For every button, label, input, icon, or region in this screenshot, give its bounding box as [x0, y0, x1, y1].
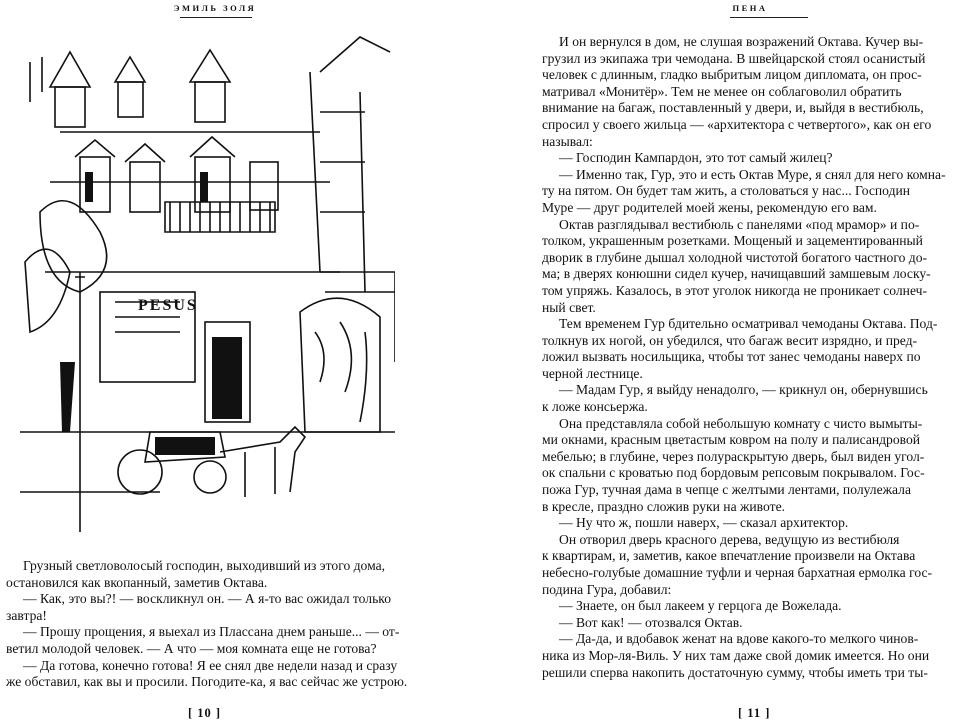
text-line: остановился как вкопанный, заметив Октава.: [6, 574, 268, 590]
text-line: Он отворил дверь красного дерева, ведущую из вестибюля: [559, 531, 900, 547]
text-line: называл:: [542, 133, 593, 149]
street-scene-illustration: [20, 32, 395, 537]
text-line: Октав разглядывал вестибюль с панелями «под мрамор» и по-: [559, 216, 920, 232]
text-line: — Да-да, и вдобавок женат на вдове какого-то мелкого чинов-: [559, 631, 919, 647]
left-running-header: ЭМИЛЬ ЗОЛЯ: [173, 3, 257, 13]
text-line: спросил у своего жильца — «архитектора с четвертого», как он его: [542, 116, 932, 132]
text-line: небесно-голубые домашние туфли и черная бархатная ермолка гос-: [542, 565, 933, 580]
left-page-text: [6, 558, 414, 691]
text-line: внимание на багаж, поставленный у двери, и, выйдя в вестибюль,: [542, 100, 924, 116]
left-header-rule: [180, 17, 252, 18]
text-line: ный свет.: [542, 299, 596, 315]
text-line: матривал «Монитёр». Тем не менее он соблаговолил обратить: [542, 83, 902, 99]
text-line: Она представляла собой небольшую комнату с чисто вымыты-: [559, 415, 923, 431]
text-line: дворик в глубине дышал холодной чистотой богатого частного до-: [542, 249, 928, 265]
text-line: ника из Мор-ля-Виль. У них там даже свой домик имеется. Но они: [542, 647, 930, 663]
text-line: ложил вызвать носильщика, чтобы тот занес чемоданы наверх по: [542, 349, 921, 365]
left-page-number: [ 10 ]: [188, 706, 222, 720]
text-line: толкнув их ногой, он убедился, что багаж весит изрядно, и пред-: [542, 332, 918, 348]
text-line: грузил из экипажа три чемодана. В швейцарской стоял осанистый: [542, 50, 926, 66]
text-line: — Да готова, конечно готова! Я ее снял две недели назад и сразу: [23, 657, 398, 673]
text-line: ок спальни с кроватью под бордовым репсовым покрывалом. Гос-: [542, 465, 925, 481]
text-line: черной лестнице.: [542, 365, 643, 381]
text-line: ту на пятом. Он будет там жить, а столоваться у нас... Господин: [542, 183, 911, 199]
text-line: — Господин Кампардон, это тот самый жилец?: [559, 150, 833, 166]
text-line: к ложе консьержа.: [542, 399, 648, 415]
text-line: мебелью; в глубине, через полураскрытую дверь, был виден угол-: [542, 448, 925, 464]
text-line: ма; в дверях конюшни сидел кучер, начищавший замшевым лоску-: [542, 266, 931, 282]
right-page-text: [542, 34, 956, 681]
text-line: — Именно так, Гур, это и есть Октав Муре, я снял для него комна-: [559, 166, 946, 182]
text-line: Муре — друг родителей моей жены, рекомендую его вам.: [542, 199, 877, 215]
text-line: И он вернулся в дом, не слушая возражений Октава. Кучер вы-: [559, 34, 924, 49]
text-line: Тем временем Гур бдительно осматривал чемоданы Октава. Под-: [559, 316, 938, 332]
text-line: ми окнами, красным цветастым ковром на полу и палисандровой: [542, 432, 921, 448]
text-line: в кресле, праздно сложив руки на животе.: [542, 498, 785, 514]
text-line: же обставил, как вы и просили. Погодите-ка, я вас сейчас же устрою.: [6, 674, 408, 690]
right-header-rule: [730, 17, 808, 18]
text-line: — Прошу прощения, я выехал из Плассана днем раньше... — от-: [23, 624, 400, 640]
shop-sign-text: PESUS: [138, 297, 198, 314]
text-line: — Вот как! — отозвался Октав.: [559, 614, 743, 630]
text-line: — Ну что ж, пошли наверх, — сказал архитектор.: [559, 515, 849, 531]
right-running-header: ПЕНА: [732, 3, 768, 13]
text-line: толком, украшенным розетками. Мощеный и зацементированный: [542, 233, 923, 249]
text-line: — Знаете, он был лакеем у герцога де Вожелада.: [559, 598, 842, 614]
text-line: — Как, это вы?! — воскликнул он. — А я-то вас ожидал только: [23, 591, 391, 607]
text-line: подина Гура, добавил:: [542, 581, 672, 597]
text-line: Грузный светловолосый господин, выходивший из этого дома,: [23, 558, 386, 573]
text-line: ветил молодой человек. — А что — моя комната еще не готова?: [6, 640, 377, 656]
text-line: завтра!: [6, 607, 47, 623]
text-line: человек с длинным, гладко выбритым лицом дипломата, он прос-: [542, 67, 922, 83]
right-page-number: [ 11 ]: [738, 706, 771, 720]
text-line: к квартирам, и, заметив, какое впечатление произвели на Октава: [542, 548, 916, 564]
text-line: решили сперва накопить достаточную сумму, чтобы иметь три ты-: [542, 664, 928, 680]
text-line: пожа Гур, тучная дама в чепце с желтыми лентами, полулежала: [542, 482, 911, 498]
text-line: том упряжь. Казалось, в этот уголок никогда не проникает солнеч-: [542, 282, 928, 298]
text-line: — Мадам Гур, я выйду ненадолго, — крикнул он, обернувшись: [559, 382, 928, 398]
